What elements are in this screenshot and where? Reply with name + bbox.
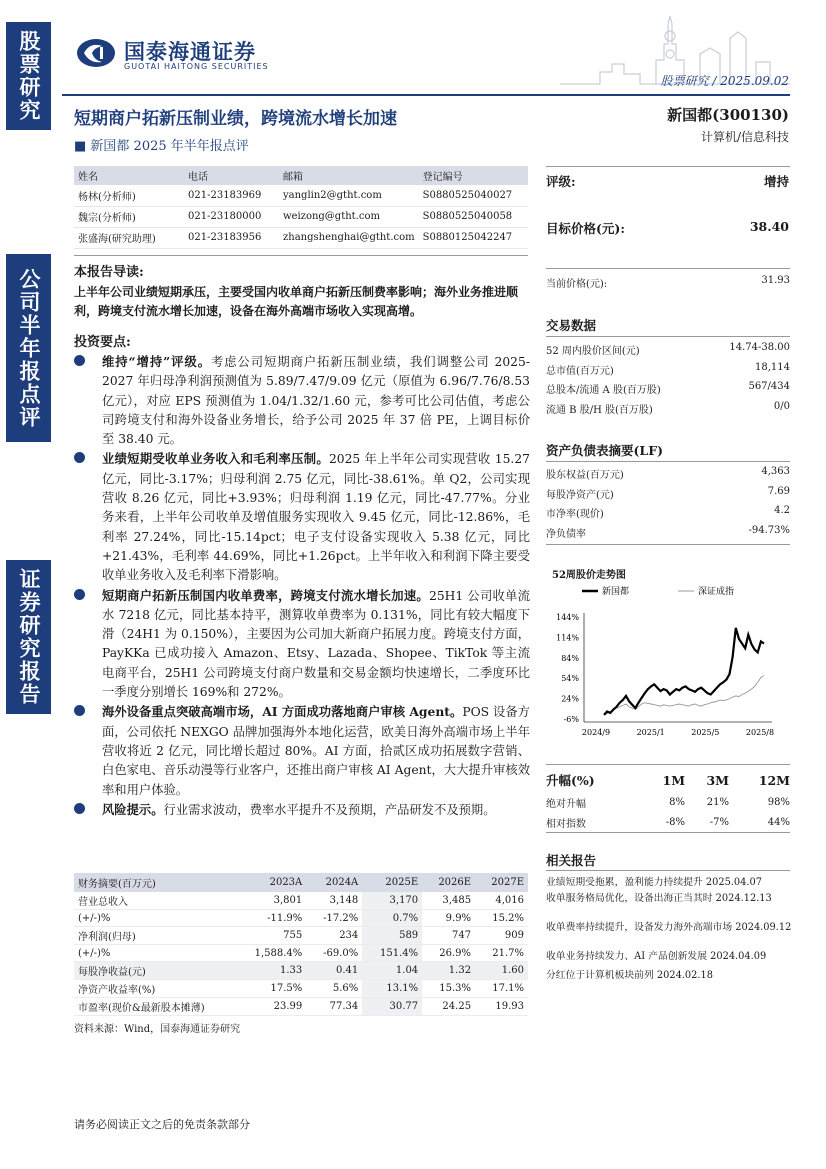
fin-header: 2024A: [306, 873, 362, 892]
fin-cell: -17.2%: [306, 910, 362, 927]
point-text: 25H1 公司收单流水 7218 亿元，同比基本持平，测算收单费率为 0.131%，同比有较大幅度下滑（24H1 为 0.150%），主要因为公司加大新商户拓展力度。跨境支付方面，PayKKa 已成功接入 Amazon、Etsy、Lazada、Shopee、TikTok 等主流电商平台，25H1 公司跨境支付商户数量和交易金额均快速增长，二季度环比一季度分别增长 169%和 272%。: [102, 588, 530, 700]
analyst-header-phone: 电话: [184, 166, 279, 185]
report-type-date: 股票研究 / 2025.09.02: [660, 74, 789, 88]
x-tick-label: 2025/1: [636, 728, 665, 737]
x-tick-label: 2025/8: [745, 728, 775, 737]
legend-label-stock: 新国都: [602, 587, 630, 597]
related-report-link[interactable]: 收单服务格局优化，设备出海正当其时 2024.12.13: [546, 893, 772, 904]
table-row: [74, 892, 528, 910]
perf-cell: 44%: [767, 816, 790, 828]
divider: [546, 832, 790, 833]
analyst-row: [74, 206, 528, 227]
fin-cell: (+/-)%: [74, 945, 234, 962]
fin-cell: 21.7%: [475, 945, 528, 962]
analyst-name: 杨林(分析师): [74, 185, 184, 206]
related-report-link[interactable]: 分红位于计算机板块前列 2024.02.18: [546, 970, 713, 981]
sidebar-label-top: 股票研究: [6, 22, 51, 130]
fin-cell: 15.3%: [422, 980, 475, 998]
kv-value: 14.74-38.00: [729, 342, 790, 353]
fin-cell: 17.1%: [475, 980, 528, 998]
fin-cell: 净利润(归母): [74, 927, 234, 945]
kv-label: 每股净资产(元): [546, 490, 614, 501]
kv-value: 18,114: [755, 362, 790, 373]
perf-header: 12M: [758, 772, 790, 788]
kv-value: 0/0: [773, 401, 790, 412]
page-subtitle: ■ 新国都 2025 年半年报点评: [74, 139, 249, 154]
fin-header: 2025E: [362, 873, 422, 892]
kv-value: 4,363: [761, 466, 790, 477]
series-line-index: [604, 676, 764, 715]
fin-cell: (+/-)%: [74, 910, 234, 927]
kv-row: [546, 505, 790, 520]
target-price-value: 38.40: [749, 219, 789, 234]
fin-cell: 151.4%: [362, 945, 422, 962]
fin-cell: 19.93: [475, 998, 528, 1016]
bullet-icon: [74, 705, 85, 716]
guide-heading: 本报告导读:: [74, 265, 144, 280]
point-item: [74, 702, 530, 799]
divider: [546, 870, 790, 871]
fin-cell: 26.9%: [422, 945, 475, 962]
y-tick-label: 24%: [561, 694, 579, 704]
fin-cell: 1.60: [475, 962, 528, 980]
fin-cell: 15.2%: [475, 910, 528, 927]
kv-value: 4.2: [774, 505, 790, 516]
point-text: POS 设备方面，公司依托 NEXGO 品牌加强海外本地化运营，欧美日海外高端市场上半年营收将近 2 亿元，同比增长超过 80%。AI 方面，拾贰区成功拓展数字营销、白色家电、音乐动漫等行业客户，还推出商户审核 AI Agent，大大提升审核效率和用户体验。: [102, 705, 530, 797]
analyst-phone: 021-23180000: [184, 206, 279, 227]
fin-header: 2023A: [234, 873, 306, 892]
analyst-name: 魏宗(分析师): [74, 206, 184, 227]
investment-points: [74, 352, 530, 820]
fin-cell: 营业总收入: [74, 892, 234, 910]
point-text: 考虑公司短期商户拓新压制业绩，我们调整公司 2025-2027 年归母净利润预测值为 5.89/7.47/9.09 亿元（原值为 6.96/7.76/8.53 亿元），对应 EPS 预测值为 1.04/1.32/1.60 元，参考可比公司估值，考虑公司跨境支付和海外设备业务增长，给予公司 2025 年 37 倍 PE，上调目标价至 38.40 元。: [102, 355, 530, 447]
fin-cell: 747: [422, 927, 475, 945]
table-row: [546, 792, 790, 812]
industry-label: 计算机/信息科技: [700, 130, 789, 144]
divider: [546, 461, 790, 462]
analyst-email[interactable]: zhangshenghai@gtht.com: [279, 227, 419, 248]
page-title: 短期商户拓新压制业绩，跨境流水增长加速: [74, 109, 397, 129]
fin-cell: 23.99: [234, 998, 306, 1016]
analyst-reg: S0880525040027: [419, 185, 528, 206]
points-heading: 投资要点:: [74, 335, 131, 350]
fin-cell: 4,016: [475, 892, 528, 910]
perf-cell: 相对指数: [546, 818, 586, 830]
related-report-link[interactable]: 收单业务持续发力、AI 产品创新发展 2024.04.09: [546, 951, 767, 962]
table-source: 资料来源：Wind，国泰海通证券研究: [74, 1024, 241, 1035]
kv-value: 567/434: [748, 381, 790, 392]
guide-body: 上半年公司业绩短期承压，主要受国内收单商户拓新压制费率影响；海外业务推进顺利，跨境支付流水增长加速，设备在海外高端市场收入实现高增。: [74, 285, 519, 318]
perf-cell: 21%: [706, 796, 730, 808]
point-heading: 短期商户拓新压制国内收单费率，跨境支付流水增长加速。: [102, 587, 429, 603]
chart-title: 52周股价走势图: [552, 570, 626, 581]
point-heading: 风险提示。: [102, 801, 164, 817]
perf-cell: -7%: [709, 816, 730, 828]
brand-name-en: GUOTAI HAITONG SECURITIES: [124, 62, 269, 71]
bullet-icon: [74, 355, 85, 366]
fin-cell: 0.41: [306, 962, 362, 980]
kv-row: [546, 466, 790, 481]
kv-row: [546, 381, 790, 396]
fin-cell: 1.32: [422, 962, 475, 980]
fin-cell: -11.9%: [234, 910, 306, 927]
trading-heading: 交易数据: [546, 318, 597, 333]
related-heading: 相关报告: [546, 853, 597, 868]
kv-label: 总股本/流通 A 股(百万股): [546, 385, 661, 396]
analyst-phone: 021-23183969: [184, 185, 279, 206]
point-heading: 业绩短期受收单业务收入和毛利率压制。: [102, 451, 329, 467]
kv-label: 总市值(百万元): [546, 366, 614, 377]
fin-cell: 909: [475, 927, 528, 945]
analyst-header-name: 姓名: [74, 166, 184, 185]
x-tick-label: 2024/9: [581, 728, 611, 737]
fin-header: 财务摘要(百万元): [74, 873, 234, 892]
kv-label: 市净率(现价): [546, 509, 604, 520]
fin-cell: 净资产收益率(%): [74, 980, 234, 998]
perf-cell: 98%: [767, 796, 790, 808]
divider: [546, 764, 790, 765]
fin-cell: 589: [362, 927, 422, 945]
bullet-icon: [74, 452, 85, 463]
point-text: 2025 年上半年公司实现营收 15.27 亿元，同比-3.17%；归母利润 2.75 亿元，同比-38.61%。单 Q2，公司实现营收 8.26 亿元，同比+3.93%；归母利润 1.19 亿元，同比-47.77%。分业务来看，上半年公司收单及增值服务实现收入 9.45 亿元，同比-12.86%，毛利率 27.24%，同比-15.14pct；电子支付设备实现收入 5.38 亿元，同比+21.43%，毛利率 44.69%，同比+1.26pct。上半年收入和利润下降主要受收单业务收入及毛利率下滑影响。: [102, 452, 530, 583]
company-name: 新国都(300130): [667, 106, 789, 124]
brand-name-cn: 国泰海通证券: [124, 40, 256, 64]
table-row: [74, 998, 528, 1016]
divider: [546, 336, 790, 337]
fin-cell: 3,485: [422, 892, 475, 910]
point-heading: 维持“增持”评级。: [102, 354, 211, 369]
divider: [546, 166, 790, 167]
fin-cell: 0.7%: [362, 910, 422, 927]
table-row: [74, 980, 528, 998]
fin-header: 2027E: [475, 873, 528, 892]
performance-table: [546, 768, 790, 832]
bullet-icon: [74, 803, 85, 814]
balance-heading: 资产负债表摘要(LF): [546, 443, 663, 458]
point-item: [74, 800, 530, 820]
kv-row: [546, 362, 790, 377]
analyst-reg: S0880525040058: [419, 206, 528, 227]
kv-label: 净负债率: [546, 529, 586, 540]
fin-cell: -69.0%: [306, 945, 362, 962]
fin-cell: 市盈率(现价&最新股本摊薄): [74, 998, 234, 1016]
divider: [546, 268, 790, 269]
fin-cell: 3,148: [306, 892, 362, 910]
sidebar-label-middle: 公司半年报点评: [6, 254, 51, 442]
analyst-name: 张盛海(研究助理): [74, 227, 184, 248]
fin-cell: 24.25: [422, 998, 475, 1016]
y-tick-label: 54%: [561, 674, 579, 684]
y-tick-label: 84%: [561, 653, 579, 663]
table-row: [74, 910, 528, 927]
rating-value: 增持: [763, 174, 789, 189]
perf-header: 1M: [662, 772, 686, 788]
fin-cell: 13.1%: [362, 980, 422, 998]
fin-cell: 17.5%: [234, 980, 306, 998]
table-row: [74, 945, 528, 962]
point-item: [74, 449, 530, 585]
stock-price-chart: [546, 583, 792, 741]
header-divider: [62, 94, 790, 96]
fin-cell: 3,801: [234, 892, 306, 910]
kv-row: [546, 401, 790, 416]
analyst-phone: 021-23183956: [184, 227, 279, 248]
analyst-email[interactable]: yanglin2@gtht.com: [279, 185, 419, 206]
fin-cell: 9.9%: [422, 910, 475, 927]
kv-label: 当前价格(元):: [546, 279, 608, 290]
financial-summary-table: [74, 873, 528, 1016]
fin-cell: 1.33: [234, 962, 306, 980]
kv-row: [546, 525, 790, 540]
rating-label: 评级:: [546, 174, 576, 189]
fin-cell: 30.77: [362, 998, 422, 1016]
kv-row: [546, 486, 790, 501]
kv-value: 7.69: [767, 486, 790, 497]
kv-label: 52 周内股价区间(元): [546, 346, 640, 357]
sidebar: [0, 0, 57, 1169]
perf-cell: -8%: [665, 816, 686, 828]
fin-cell: 1,588.4%: [234, 945, 306, 962]
perf-header: 3M: [706, 772, 730, 788]
kv-label: 股东权益(百万元): [546, 470, 624, 481]
point-text: 行业需求波动，费率水平提升不及预期，产品研发不及预期。: [163, 802, 496, 817]
target-price-label: 目标价格(元):: [546, 221, 625, 236]
fin-cell: 5.6%: [306, 980, 362, 998]
analyst-header-reg: 登记编号: [419, 166, 528, 185]
series-line-stock: [604, 628, 764, 715]
point-item: [74, 352, 530, 449]
table-row: [74, 927, 528, 945]
legend-label-index: 深证成指: [698, 587, 735, 597]
point-heading: 海外设备重点突破高端市场，AI 方面成功落地商户审核 Agent。: [102, 704, 463, 720]
fin-header: 2026E: [422, 873, 475, 892]
fin-cell: 234: [306, 927, 362, 945]
perf-cell: 绝对升幅: [546, 798, 586, 810]
sidebar-label-bottom: 证券研究报告: [6, 560, 51, 714]
analyst-header-email: 邮箱: [279, 166, 419, 185]
y-tick-label: -6%: [563, 715, 579, 724]
related-report-link[interactable]: 业绩短期受拖累，盈利能力持续提升 2025.04.07: [546, 877, 762, 888]
divider: [546, 544, 790, 545]
fin-cell: 755: [234, 927, 306, 945]
point-item: [74, 586, 530, 703]
y-tick-label: 114%: [556, 633, 579, 643]
analyst-reg: S0880125042247: [419, 227, 528, 248]
table-row: [74, 962, 528, 980]
analyst-row: [74, 227, 528, 248]
kv-label: 流通 B 股/H 股(百万股): [546, 405, 653, 416]
kv-value: 31.93: [761, 275, 790, 286]
table-row: [546, 812, 790, 832]
analyst-row: [74, 185, 528, 206]
y-tick-label: 144%: [556, 613, 579, 622]
perf-cell: 8%: [669, 796, 686, 808]
fin-cell: 3,170: [362, 892, 422, 910]
kv-value: -94.73%: [748, 525, 790, 536]
bullet-icon: [74, 589, 85, 600]
divider: [74, 255, 528, 256]
disclaimer-footer: 请务必阅读正文之后的免责条款部分: [74, 1118, 250, 1131]
fin-cell: 每股净收益(元): [74, 962, 234, 980]
fin-cell: 77.34: [306, 998, 362, 1016]
perf-header: 升幅(%): [546, 773, 595, 788]
analyst-table: [74, 166, 528, 249]
x-tick-label: 2025/5: [691, 728, 720, 737]
current-price-row: [546, 275, 790, 290]
fin-cell: 1.04: [362, 962, 422, 980]
brand-logo-icon: [76, 38, 116, 68]
kv-row: [546, 342, 790, 357]
analyst-email[interactable]: weizong@gtht.com: [279, 206, 419, 227]
related-report-link[interactable]: 收单费率持续提升，设备发力海外高端市场 2024.09.12: [546, 922, 792, 933]
